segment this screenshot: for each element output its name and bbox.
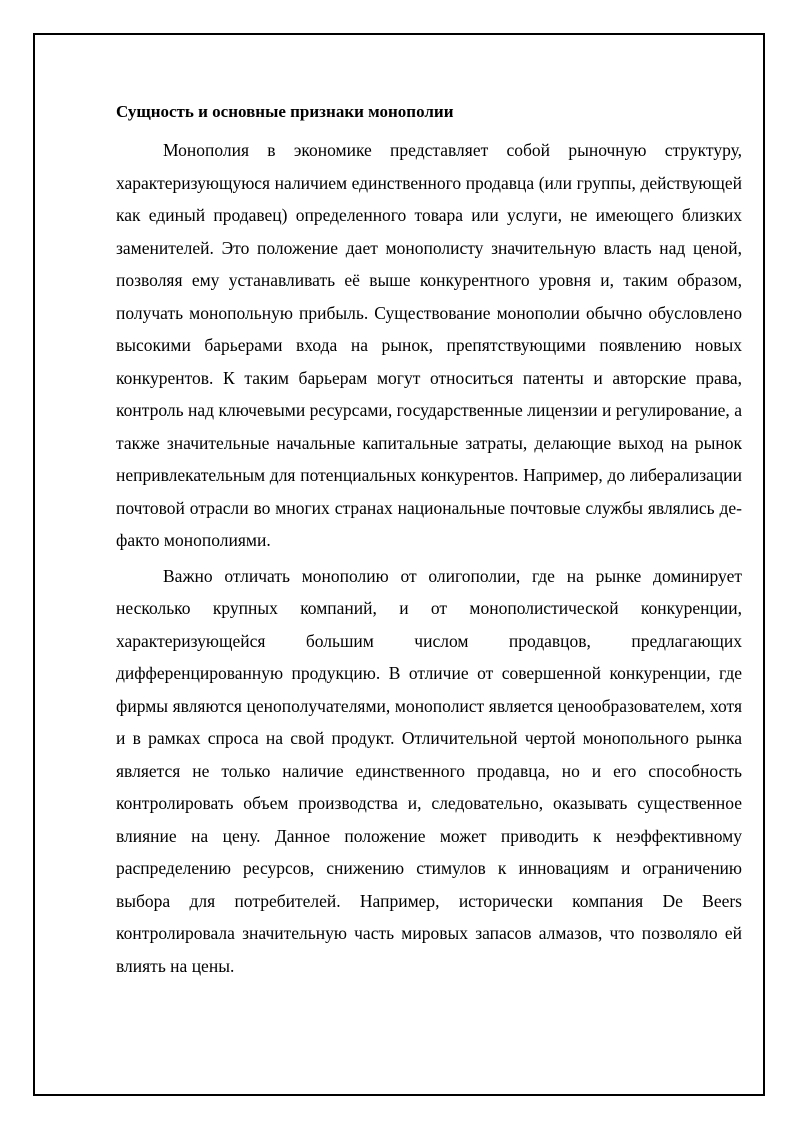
paragraph-2: Важно отличать монополию от олигополии, где на рынке доминирует несколько крупных компаний, и от монополистической конкуренции, характеризующейся большим числом продавцов, предлагающих дифференцированную продукцию. В отличие от совершенной конкуренции, где фирмы являются ценополучателями, монополист является ценообразователем, хотя и в рамках спроса на свой продукт. Отличительной чертой монопольного рынка является не только наличие единственного продавца, но и его способность контролировать объем производства и, следовательно, оказывать существенное влияние на цену. Данное положение может приводить к неэффективному распределению ресурсов, снижению стимулов к инновациям и ограничению выбора для потребителей. Например, исторически компания De Beers контролировала значительную часть мировых запасов алмазов, что позволяло ей влиять на цены. [116, 565, 742, 976]
document-body [116, 99, 742, 985]
paragraph-1: Монополия в экономике представляет собой рыночную структуру, характеризующуюся наличием единственного продавца (или группы, действующей как единый продавец) определенного товара или услуги, не имеющего близких заменителей. Это положение дает монополисту значительную власть над ценой, позволяя ему устанавливать её выше конкурентного уровня и, таким образом, получать монопольную прибыль. Существование монополии обычно обусловлено высокими барьерами входа на рынок, препятствующими появлению новых конкурентов. К таким барьерам могут относиться патенты и авторские права, контроль над ключевыми ресурсами, государственные лицензии и регулирование, а также значительные начальные капитальные затраты, делающие выход на рынок непривлекательным для потенциальных конкурентов. Например, до либерализации почтовой отрасли во многих странах национальные почтовые службы являлись де-факто монополиями. [116, 140, 742, 550]
document-title: Сущность и основные признаки монополии [116, 102, 454, 121]
